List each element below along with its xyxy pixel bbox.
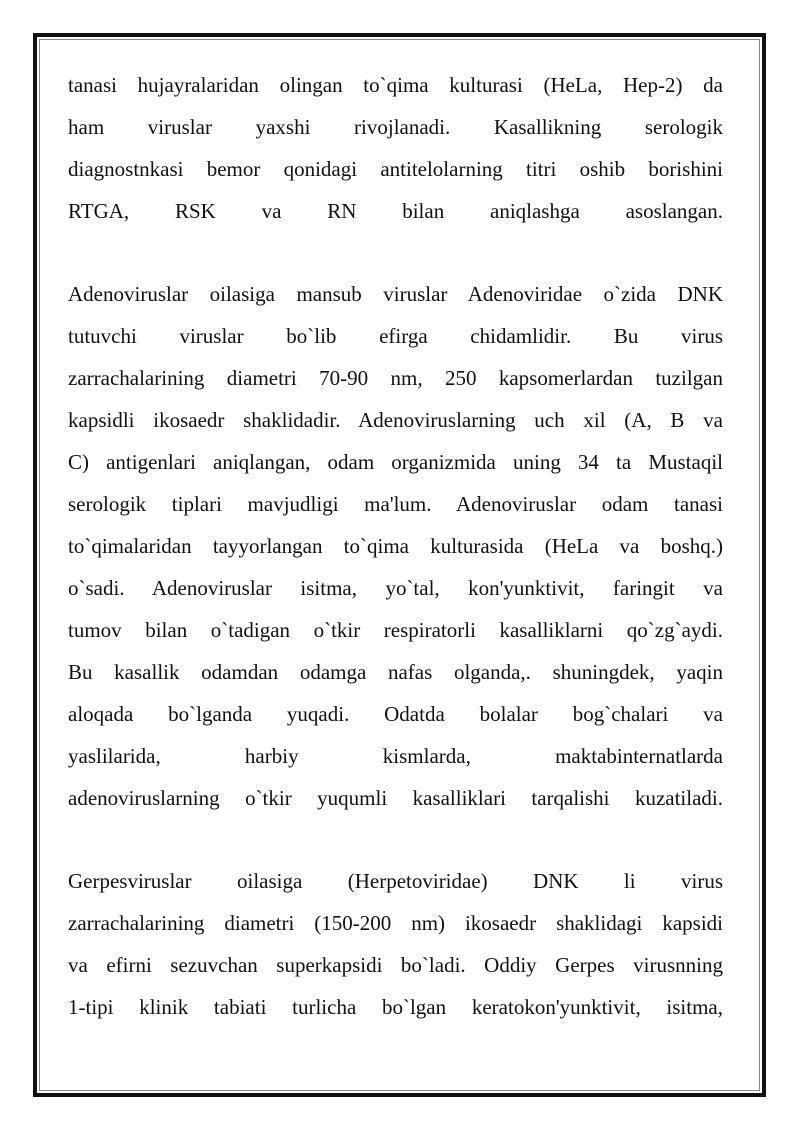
text-line: zarrachalarining diametri 70-90 nm, 250 kapsomerlardan tuzilgan [68, 366, 723, 390]
text-line: serologik tiplari mavjudligi ma'lum. Adenoviruslar odam tanasi [68, 492, 723, 516]
text-line: tutuvchi viruslar bo`lib efirga chidamlidir. Bu virus [68, 324, 723, 348]
text-line: adenoviruslarning o`tkir yuqumli kasalliklari tarqalishi kuzatiladi. [68, 786, 723, 810]
text-line: tumov bilan o`tadigan o`tkir respiratorli kasalliklarni qo`zg`aydi. [68, 618, 723, 642]
text-line: Adenoviruslar oilasiga mansub viruslar Adenoviridae o`zida DNK [68, 282, 723, 306]
text-line: Bu kasallik odamdan odamga nafas olganda,. shuningdek, yaqin [68, 660, 723, 684]
paragraph-adenoviruses [68, 273, 723, 819]
text-line: Gerpesviruslar oilasiga (Herpetoviridae) DNK li virus [68, 869, 723, 893]
text-line: 1-tipi klinik tabiati turlicha bo`lgan keratokon'yunktivit, isitma, [68, 995, 723, 1019]
text-line: zarrachalarining diametri (150-200 nm) ikosaedr shaklidagi kapsidi [68, 911, 723, 935]
text-line: va efirni sezuvchan superkapsidi bo`ladi. Oddiy Gerpes virusnning [68, 953, 723, 977]
text-line: diagnostnkasi bemor qonidagi antitelolarning titri oshib borishini [68, 157, 723, 181]
text-line: C) antigenlari aniqlangan, odam organizmida uning 34 ta Mustaqil [68, 450, 723, 474]
paragraph-gap [68, 232, 723, 273]
text-line: yaslilarida, harbiy kismlarda, maktabinternatlarda [68, 744, 723, 768]
text-line: to`qimalaridan tayyorlangan to`qima kulturasida (HeLa va boshq.) [68, 534, 723, 558]
text-line: ham viruslar yaxshi rivojlanadi. Kasallikning serologik [68, 115, 723, 139]
paragraph-serology [68, 64, 723, 232]
document-body [68, 64, 723, 1028]
text-line: RTGA, RSK va RN bilan aniqlashga asoslangan. [68, 199, 723, 223]
text-line: aloqada bo`lganda yuqadi. Odatda bolalar bog`chalari va [68, 702, 723, 726]
paragraph-herpesviruses [68, 860, 723, 1028]
paragraph-gap [68, 819, 723, 860]
text-line: kapsidli ikosaedr shaklidadir. Adenoviruslarning uch xil (A, B va [68, 408, 723, 432]
text-line: tanasi hujayralaridan olingan to`qima kulturasi (HeLa, Hep-2) da [68, 73, 723, 97]
text-line: o`sadi. Adenoviruslar isitma, yo`tal, kon'yunktivit, faringit va [68, 576, 723, 600]
